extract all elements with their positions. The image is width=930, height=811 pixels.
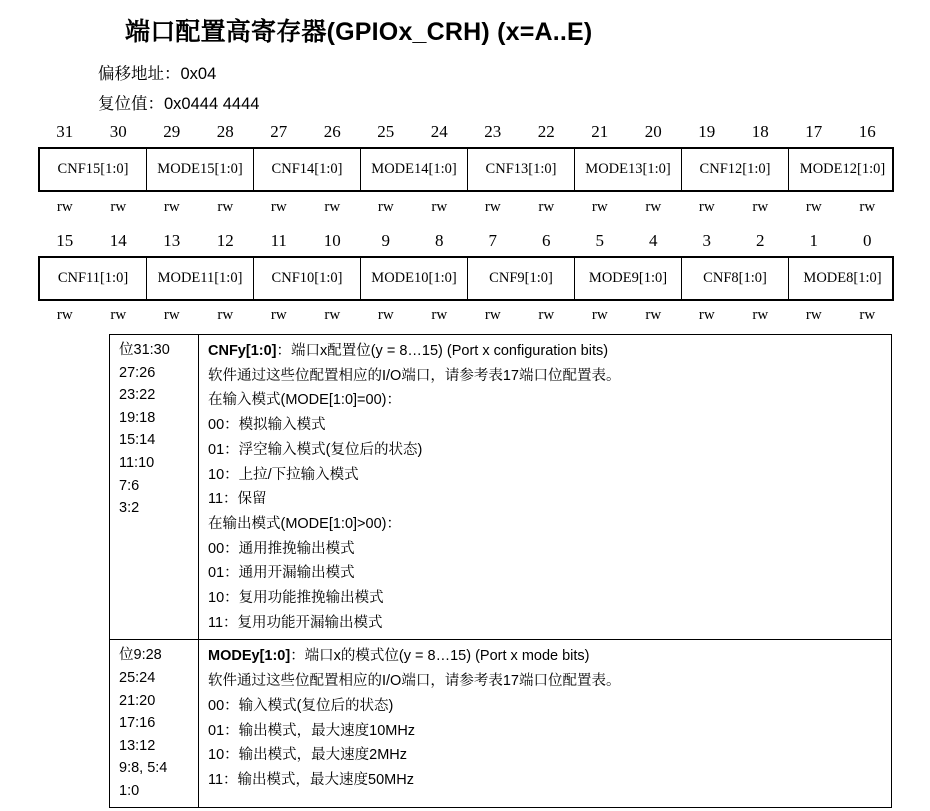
access-type: rw [538, 199, 555, 215]
access-type: rw [805, 199, 822, 215]
bit-number: 1 [809, 231, 818, 250]
bit-position: 15:14 [119, 432, 156, 449]
bit-number: 23 [484, 122, 502, 141]
access-type: rw [217, 199, 234, 215]
access-type: rw [431, 199, 448, 215]
cnf-description [199, 335, 892, 640]
description-line: 在输入模式(MODE[1:0]=00)： [208, 392, 401, 409]
access-type: rw [324, 199, 341, 215]
access-type: rw [859, 307, 876, 323]
field-cnf8: CNF8[1:0] [682, 258, 789, 299]
field-cnf9: CNF9[1:0] [468, 258, 575, 299]
bit-number: 14 [109, 231, 127, 250]
bit-number: 16 [858, 122, 876, 141]
bit-position: 7:6 [119, 477, 140, 494]
access-types-high [38, 199, 894, 216]
description-line: 00：模拟输入模式 [208, 417, 326, 434]
description-line: 11：输出模式，最大速度50MHz [208, 771, 414, 788]
mode-heading [208, 644, 883, 669]
access-types-low [38, 307, 894, 324]
bit-number: 30 [109, 122, 127, 141]
bit-number: 10 [323, 231, 341, 250]
access-type: rw [217, 307, 234, 323]
bit-number: 6 [542, 231, 551, 250]
access-type: rw [377, 199, 394, 215]
mode-bit-positions [110, 640, 199, 807]
access-type: rw [591, 307, 608, 323]
description-line: 软件通过这些位配置相应的I/O端口，请参考表17端口位配置表。 [208, 367, 621, 384]
bit-number: 15 [56, 231, 74, 250]
bit-number: 11 [270, 231, 287, 250]
field-cnf10: CNF10[1:0] [254, 258, 361, 299]
access-type: rw [645, 199, 662, 215]
bit-number: 2 [756, 231, 765, 250]
cnf-description-row [110, 335, 892, 640]
field-cnf14: CNF14[1:0] [254, 149, 361, 190]
field-cnf12: CNF12[1:0] [682, 149, 789, 190]
description-line: 10：上拉/下拉输入模式 [208, 466, 359, 483]
access-type: rw [324, 307, 341, 323]
register-fields-high [38, 147, 894, 192]
description-line: 10：复用功能推挽输出模式 [208, 590, 384, 607]
bit-position: 9:8, 5:4 [119, 760, 168, 777]
bit-number: 3 [702, 231, 711, 250]
cnf-heading-text: ：端口x配置位(y = 8…15) (Port x configuration bits) [276, 343, 609, 359]
access-type: rw [163, 199, 180, 215]
field-mode14: MODE14[1:0] [361, 149, 468, 190]
bit-number: 4 [649, 231, 658, 250]
field-mode10: MODE10[1:0] [361, 258, 468, 299]
bit-number: 28 [216, 122, 234, 141]
bit-number: 29 [163, 122, 181, 141]
access-type: rw [698, 199, 715, 215]
bit-number: 7 [488, 231, 497, 250]
access-type: rw [591, 199, 608, 215]
bit-number: 22 [537, 122, 555, 141]
description-line: 10：输出模式，最大速度2MHz [208, 747, 407, 764]
bit-position: 17:16 [119, 715, 156, 732]
bit-position: 13:12 [119, 737, 156, 754]
bit-number: 18 [751, 122, 769, 141]
bit-numbers-low [38, 231, 894, 251]
bit-number: 17 [805, 122, 823, 141]
bit-number: 5 [595, 231, 604, 250]
access-type: rw [163, 307, 180, 323]
mode-field-name: MODEy[1:0] [208, 648, 291, 665]
bit-position: 19:18 [119, 409, 156, 426]
bit-number: 31 [56, 122, 74, 141]
access-type: rw [110, 307, 127, 323]
description-line: 11：保留 [208, 491, 267, 508]
access-type: rw [538, 307, 555, 323]
access-type: rw [110, 199, 127, 215]
mode-heading-text: ：端口x的模式位(y = 8…15) (Port x mode bits) [290, 648, 590, 665]
field-cnf13: CNF13[1:0] [468, 149, 575, 190]
access-type: rw [484, 199, 501, 215]
bit-position: 11:10 [119, 454, 155, 471]
bit-position: 1:0 [119, 783, 140, 799]
field-cnf11: CNF11[1:0] [40, 258, 147, 299]
access-type: rw [431, 307, 448, 323]
description-line: 01：浮空输入模式(复位后的状态) [208, 441, 423, 458]
description-line: 11：复用功能开漏输出模式 [208, 614, 383, 631]
field-mode12: MODE12[1:0] [799, 161, 886, 177]
bit-number: 26 [323, 122, 341, 141]
field-mode13: MODE13[1:0] [575, 149, 682, 190]
access-type: rw [752, 199, 769, 215]
bit-position: 21:20 [119, 692, 156, 709]
access-type: rw [270, 199, 287, 215]
reset-value: 复位值：0x0444 4444 [98, 95, 260, 113]
bit-number: 19 [698, 122, 716, 141]
field-mode11: MODE11[1:0] [147, 258, 254, 299]
access-type: rw [805, 307, 822, 323]
bit-position: 25:24 [119, 670, 156, 687]
access-type: rw [484, 307, 501, 323]
bit-number: 12 [216, 231, 234, 250]
bit-numbers-high [38, 122, 894, 142]
cnf-bit-positions [110, 335, 199, 640]
field-cnf15: CNF15[1:0] [40, 149, 147, 190]
access-type: rw [56, 307, 73, 323]
bit-number: 24 [430, 122, 448, 141]
bit-number: 20 [644, 122, 662, 141]
description-line: 01：输出模式，最大速度10MHz [208, 722, 416, 739]
description-line: 00：输入模式(复位后的状态) [208, 697, 394, 714]
mode-description [199, 640, 892, 807]
description-line: 软件通过这些位配置相应的I/O端口，请参考表17端口位配置表。 [208, 673, 621, 690]
bit-number: 27 [270, 122, 288, 141]
register-title: 端口配置高寄存器(GPIOx_CRH) (x=A..E) [125, 18, 593, 46]
bit-position: 位31:30 [119, 342, 170, 358]
field-mode8: MODE8[1:0] [803, 270, 882, 286]
bit-description-table [109, 334, 892, 808]
bit-number: 13 [163, 231, 181, 250]
access-type: rw [859, 199, 876, 215]
cnf-field-name: CNFy[1:0] [208, 343, 277, 359]
access-type: rw [645, 307, 662, 323]
access-type: rw [56, 199, 73, 215]
bit-position: 27:26 [119, 364, 156, 381]
access-type: rw [698, 307, 715, 323]
cnf-heading [208, 339, 883, 364]
access-type: rw [377, 307, 394, 323]
register-fields-low [38, 256, 894, 301]
bit-number: 9 [381, 231, 390, 250]
field-mode15: MODE15[1:0] [147, 149, 254, 190]
mode-description-row [110, 640, 892, 807]
description-line: 在输出模式(MODE[1:0]>00)： [208, 515, 401, 532]
field-mode9: MODE9[1:0] [575, 258, 682, 299]
bit-position: 23:22 [119, 387, 156, 404]
bit-number: 21 [591, 122, 609, 141]
access-type: rw [270, 307, 287, 323]
access-type: rw [752, 307, 769, 323]
description-line: 01：通用开漏输出模式 [208, 565, 355, 582]
bit-number: 8 [435, 231, 444, 250]
bit-number: 25 [377, 122, 395, 141]
bit-position: 位9:28 [119, 647, 162, 664]
bit-number: 0 [863, 231, 872, 250]
bit-position: 3:2 [119, 500, 140, 517]
offset-address: 偏移地址：0x04 [98, 65, 217, 83]
description-line: 00：通用推挽输出模式 [208, 540, 355, 557]
